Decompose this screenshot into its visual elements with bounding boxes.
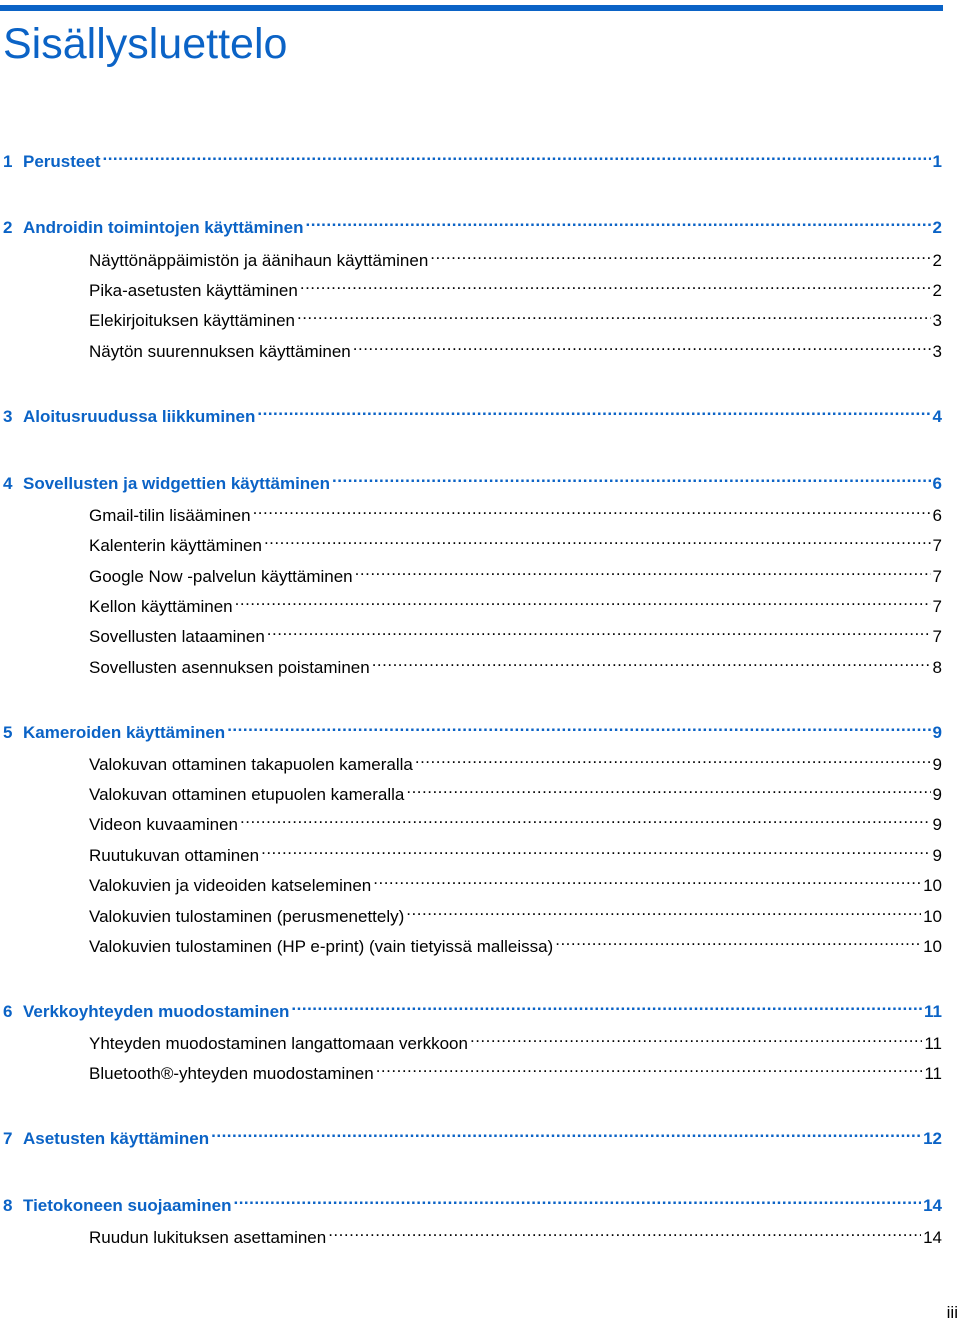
dot-leader	[257, 398, 930, 422]
dot-leader	[291, 993, 922, 1017]
toc-section-entry[interactable]	[89, 806, 942, 834]
toc-page-number: 7	[932, 536, 942, 555]
toc-page-number: 10	[923, 876, 942, 895]
toc-page-number: 6	[932, 474, 942, 493]
dot-leader	[406, 776, 930, 800]
dot-leader	[555, 928, 921, 952]
toc-chapter-entry[interactable]	[3, 209, 942, 237]
toc-chapter-entry[interactable]	[3, 398, 942, 426]
dot-leader	[373, 867, 921, 891]
toc-page-number: 11	[924, 1034, 942, 1053]
toc-section-entry[interactable]	[89, 497, 942, 525]
toc-section-entry[interactable]	[89, 558, 942, 586]
dot-leader	[102, 143, 930, 167]
toc-entry-label: Verkkoyhteyden muodostaminen	[23, 1002, 290, 1021]
toc-chapter-entry[interactable]	[3, 1120, 942, 1148]
toc-section-entry[interactable]	[89, 1219, 942, 1247]
toc-section-entry[interactable]	[89, 618, 942, 646]
toc-entry-label: Ruudun lukituksen asettaminen	[89, 1228, 327, 1247]
toc-page-number: 7	[932, 597, 942, 616]
dot-leader	[355, 558, 931, 582]
dot-leader	[297, 302, 931, 326]
toc-entry-label: Yhteyden muodostaminen langattomaan verkkoon	[89, 1034, 468, 1053]
toc-page-number: 9	[932, 785, 942, 804]
toc-page-number: 9	[932, 723, 942, 742]
page-title: Sisällysluettelo	[3, 20, 288, 68]
toc-page-number: 1	[932, 152, 942, 171]
toc-section-entry[interactable]	[89, 527, 942, 555]
dot-leader	[430, 242, 930, 266]
toc-section-entry[interactable]	[89, 898, 942, 926]
dot-leader	[372, 649, 931, 673]
toc-section-entry[interactable]	[89, 333, 942, 361]
toc-section-entry[interactable]	[89, 588, 942, 616]
dot-leader	[470, 1025, 922, 1049]
toc-page-number: 3	[932, 342, 942, 361]
dot-leader	[253, 497, 931, 521]
toc-chapter-entry[interactable]	[3, 465, 942, 493]
dot-leader	[406, 898, 921, 922]
toc-entry-label: Valokuvan ottaminen takapuolen kameralla	[89, 755, 413, 774]
toc-section-entry[interactable]	[89, 746, 942, 774]
dot-leader	[300, 272, 931, 296]
toc-chapter-number: 3	[3, 407, 13, 426]
toc-entry-label: Google Now -palvelun käyttäminen	[89, 567, 353, 586]
toc-entry-label: Tietokoneen suojaaminen	[23, 1196, 232, 1215]
toc-page-number: 14	[923, 1228, 942, 1247]
toc-entry-label: Näytön suurennuksen käyttäminen	[89, 342, 351, 361]
toc-page-number: 6	[932, 506, 942, 525]
toc-page-number: 12	[923, 1129, 942, 1148]
toc-entry-label: Sovellusten asennuksen poistaminen	[89, 658, 370, 677]
dot-leader	[211, 1120, 921, 1144]
toc-page-number: 4	[932, 407, 942, 426]
toc-section-entry[interactable]	[89, 649, 942, 677]
page-number: iii	[946, 1303, 958, 1322]
toc-chapter-entry[interactable]	[3, 993, 942, 1021]
toc-page-number: 2	[932, 218, 942, 237]
dot-leader	[415, 746, 931, 770]
toc-entry-label: Bluetooth®-yhteyden muodostaminen	[89, 1064, 374, 1083]
dot-leader	[332, 465, 931, 489]
toc-section-entry[interactable]	[89, 837, 942, 865]
toc-entry-label: Gmail-tilin lisääminen	[89, 506, 251, 525]
toc-entry-label: Androidin toimintojen käyttäminen	[23, 218, 304, 237]
toc-chapter-number: 1	[3, 152, 13, 171]
toc-section-entry[interactable]	[89, 302, 942, 330]
dot-leader	[328, 1219, 921, 1243]
toc-entry-label: Sovellusten ja widgettien käyttäminen	[23, 474, 331, 493]
toc-page-number: 14	[923, 1196, 942, 1215]
dot-leader	[267, 618, 931, 642]
dot-leader	[233, 1187, 921, 1211]
dot-leader	[264, 527, 931, 551]
toc-entry-label: Kellon käyttäminen	[89, 597, 233, 616]
toc-chapter-number: 4	[3, 474, 13, 493]
toc-entry-label: Kameroiden käyttäminen	[23, 723, 226, 742]
toc-chapter-entry[interactable]	[3, 714, 942, 742]
toc-section-entry[interactable]	[89, 1025, 942, 1053]
toc-page-number: 10	[923, 937, 942, 956]
toc-chapter-number: 5	[3, 723, 13, 742]
toc-entry-label: Valokuvien ja videoiden katseleminen	[89, 876, 372, 895]
toc-chapter-number: 7	[3, 1129, 13, 1148]
dot-leader	[235, 588, 931, 612]
toc-chapter-entry[interactable]	[3, 143, 942, 171]
dot-leader	[261, 837, 930, 861]
toc-entry-label: Aloitusruudussa liikkuminen	[23, 407, 256, 426]
toc-page-number: 3	[932, 311, 942, 330]
toc-page-number: 8	[932, 658, 942, 677]
toc-page-number: 9	[932, 846, 942, 865]
toc-section-entry[interactable]	[89, 776, 942, 804]
toc-entry-label: Asetusten käyttäminen	[23, 1129, 210, 1148]
toc-section-entry[interactable]	[89, 928, 942, 956]
toc-chapter-number: 2	[3, 218, 13, 237]
toc-entry-label: Valokuvien tulostaminen (HP e-print) (vain tietyissä malleissa)	[89, 937, 554, 956]
toc-page-number: 7	[932, 567, 942, 586]
toc-page-number: 10	[923, 907, 942, 926]
toc-page-number: 7	[932, 627, 942, 646]
toc-entry-label: Perusteet	[23, 152, 101, 171]
toc-section-entry[interactable]	[89, 1055, 942, 1083]
toc-page-number: 2	[932, 281, 942, 300]
toc-entry-label: Valokuvien tulostaminen (perusmenettely)	[89, 907, 405, 926]
dot-leader	[227, 714, 930, 738]
toc-page-number: 2	[932, 251, 942, 270]
toc-entry-label: Sovellusten lataaminen	[89, 627, 265, 646]
toc-entry-label: Videon kuvaaminen	[89, 815, 239, 834]
toc-entry-label: Kalenterin käyttäminen	[89, 536, 262, 555]
toc-section-entry[interactable]	[89, 272, 942, 300]
toc-page-number: 11	[924, 1002, 942, 1021]
dot-leader	[353, 333, 931, 357]
toc-chapter-entry[interactable]	[3, 1187, 942, 1215]
toc-entry-label: Näyttönäppäimistön ja äänihaun käyttäminen	[89, 251, 429, 270]
dot-leader	[240, 806, 931, 830]
toc-chapter-number: 6	[3, 1002, 13, 1021]
toc-page-number: 11	[924, 1064, 942, 1083]
toc-section-entry[interactable]	[89, 242, 942, 270]
toc-entry-label: Ruutukuvan ottaminen	[89, 846, 260, 865]
toc-page-number: 9	[932, 815, 942, 834]
toc-page-number: 9	[932, 755, 942, 774]
toc-section-entry[interactable]	[89, 867, 942, 895]
dot-leader	[306, 209, 931, 233]
dot-leader	[376, 1055, 923, 1079]
toc-entry-label: Pika-asetusten käyttäminen	[89, 281, 298, 300]
toc-chapter-number: 8	[3, 1196, 13, 1215]
toc-entry-label: Elekirjoituksen käyttäminen	[89, 311, 295, 330]
toc-entry-label: Valokuvan ottaminen etupuolen kameralla	[89, 785, 405, 804]
